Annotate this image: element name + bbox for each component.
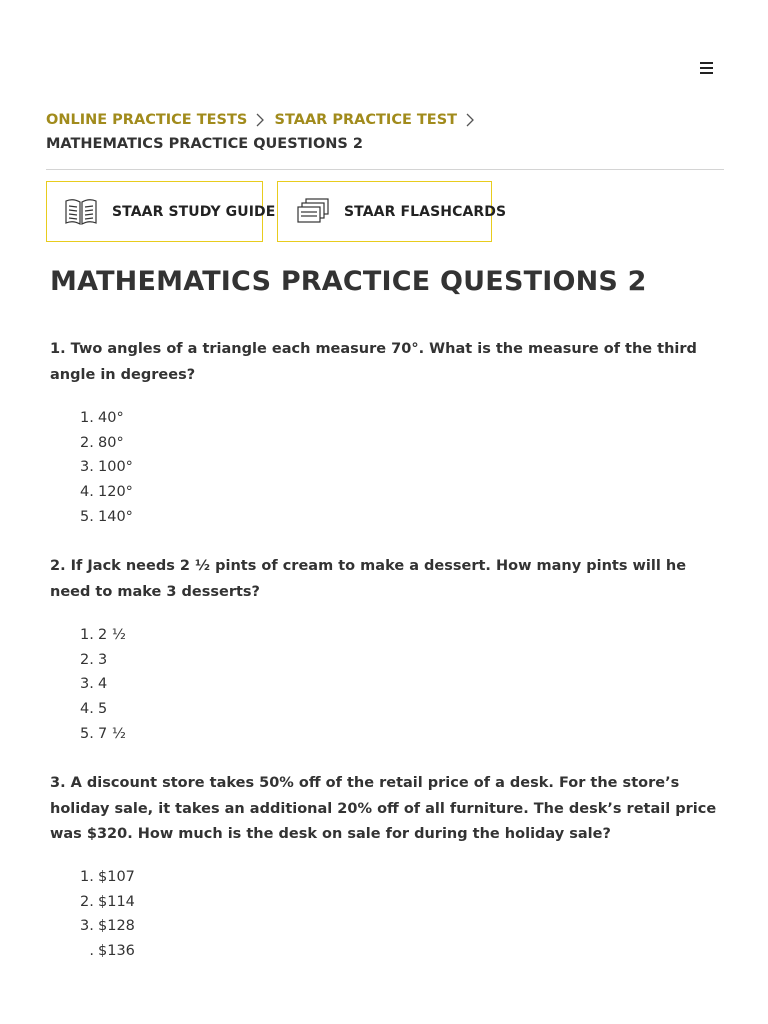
answer-text: 120°	[98, 484, 133, 501]
answer-option	[80, 505, 133, 530]
answer-marker: 2.	[80, 434, 94, 451]
answer-option	[80, 672, 126, 697]
answer-text: 40°	[98, 410, 124, 426]
breadcrumb-link-online-practice-tests[interactable]: ONLINE PRACTICE TESTS	[46, 112, 248, 128]
answer-text: 2 ½	[98, 627, 126, 643]
answer-text: 5	[98, 701, 108, 718]
answer-option	[80, 648, 126, 673]
question-3: 3. A discount store takes 50% off of the retail price of a desk. For the store’s holiday sale, it takes an additional 20% off of all furniture. The desk’s retail price was $320. How much is the desk on sale for during the holiday sale?	[50, 775, 717, 842]
answer-option	[80, 914, 135, 939]
hamburger-menu-icon[interactable]	[697, 57, 717, 77]
question-1: 1. Two angles of a triangle each measure 70°. What is the measure of the third angle in degrees?	[50, 341, 697, 383]
answer-text: 3	[98, 651, 108, 668]
menu-bar	[700, 67, 713, 69]
answer-list-1	[80, 406, 133, 530]
answer-list-3	[80, 865, 135, 964]
answer-text: 4	[98, 676, 108, 693]
chevron-right-icon	[252, 109, 270, 131]
breadcrumb	[46, 108, 726, 156]
answer-option	[80, 890, 135, 915]
answer-text: 140°	[98, 508, 133, 525]
answer-option	[80, 865, 135, 890]
menu-bar	[700, 62, 713, 64]
answer-option	[80, 431, 133, 456]
answer-marker: 5.	[80, 725, 94, 742]
answer-text: $136	[98, 943, 135, 960]
menu-bar	[700, 72, 713, 74]
answer-text: $128	[98, 918, 135, 935]
answer-marker: 3.	[80, 459, 94, 476]
chevron-right-icon	[462, 109, 480, 131]
answer-marker: 3.	[80, 918, 94, 935]
answer-marker: 1.	[80, 869, 94, 885]
flashcards-icon	[296, 197, 330, 227]
study-guide-button[interactable]	[46, 181, 276, 242]
answer-marker: 5.	[80, 508, 94, 525]
answer-marker: 2.	[80, 893, 94, 910]
answer-marker: 4.	[80, 701, 94, 718]
flashcards-button[interactable]	[277, 181, 507, 242]
breadcrumb-current: MATHEMATICS PRACTICE QUESTIONS 2	[46, 136, 363, 152]
answer-text: 100°	[98, 459, 133, 476]
answer-option	[80, 623, 126, 648]
answer-marker: 3.	[80, 676, 94, 693]
answer-option	[80, 722, 126, 747]
answer-marker: 1.	[80, 410, 94, 426]
answer-text: 7 ½	[98, 725, 126, 742]
page-title: MATHEMATICS PRACTICE QUESTIONS 2	[50, 266, 647, 297]
answer-option	[80, 455, 133, 480]
answer-text: $107	[98, 869, 135, 885]
book-icon	[64, 197, 98, 227]
question-2: 2. If Jack needs 2 ½ pints of cream to make a dessert. How many pints will he need to make 3 desserts?	[50, 558, 687, 600]
answer-marker: 4.	[80, 484, 94, 501]
answer-text: 80°	[98, 434, 124, 451]
answer-marker: 1.	[80, 627, 94, 643]
answer-marker: .	[89, 943, 94, 960]
answer-text: $114	[98, 893, 135, 910]
divider	[46, 169, 724, 170]
answer-list-2	[80, 623, 126, 747]
answer-marker: 2.	[80, 651, 94, 668]
answer-option	[80, 939, 135, 964]
study-guide-label: STAAR STUDY GUIDE	[112, 203, 276, 220]
answer-option	[80, 697, 126, 722]
answer-option	[80, 480, 133, 505]
flashcards-label: STAAR FLASHCARDS	[344, 203, 507, 220]
breadcrumb-link-staar-practice-test[interactable]: STAAR PRACTICE TEST	[274, 112, 458, 128]
answer-option	[80, 406, 133, 431]
